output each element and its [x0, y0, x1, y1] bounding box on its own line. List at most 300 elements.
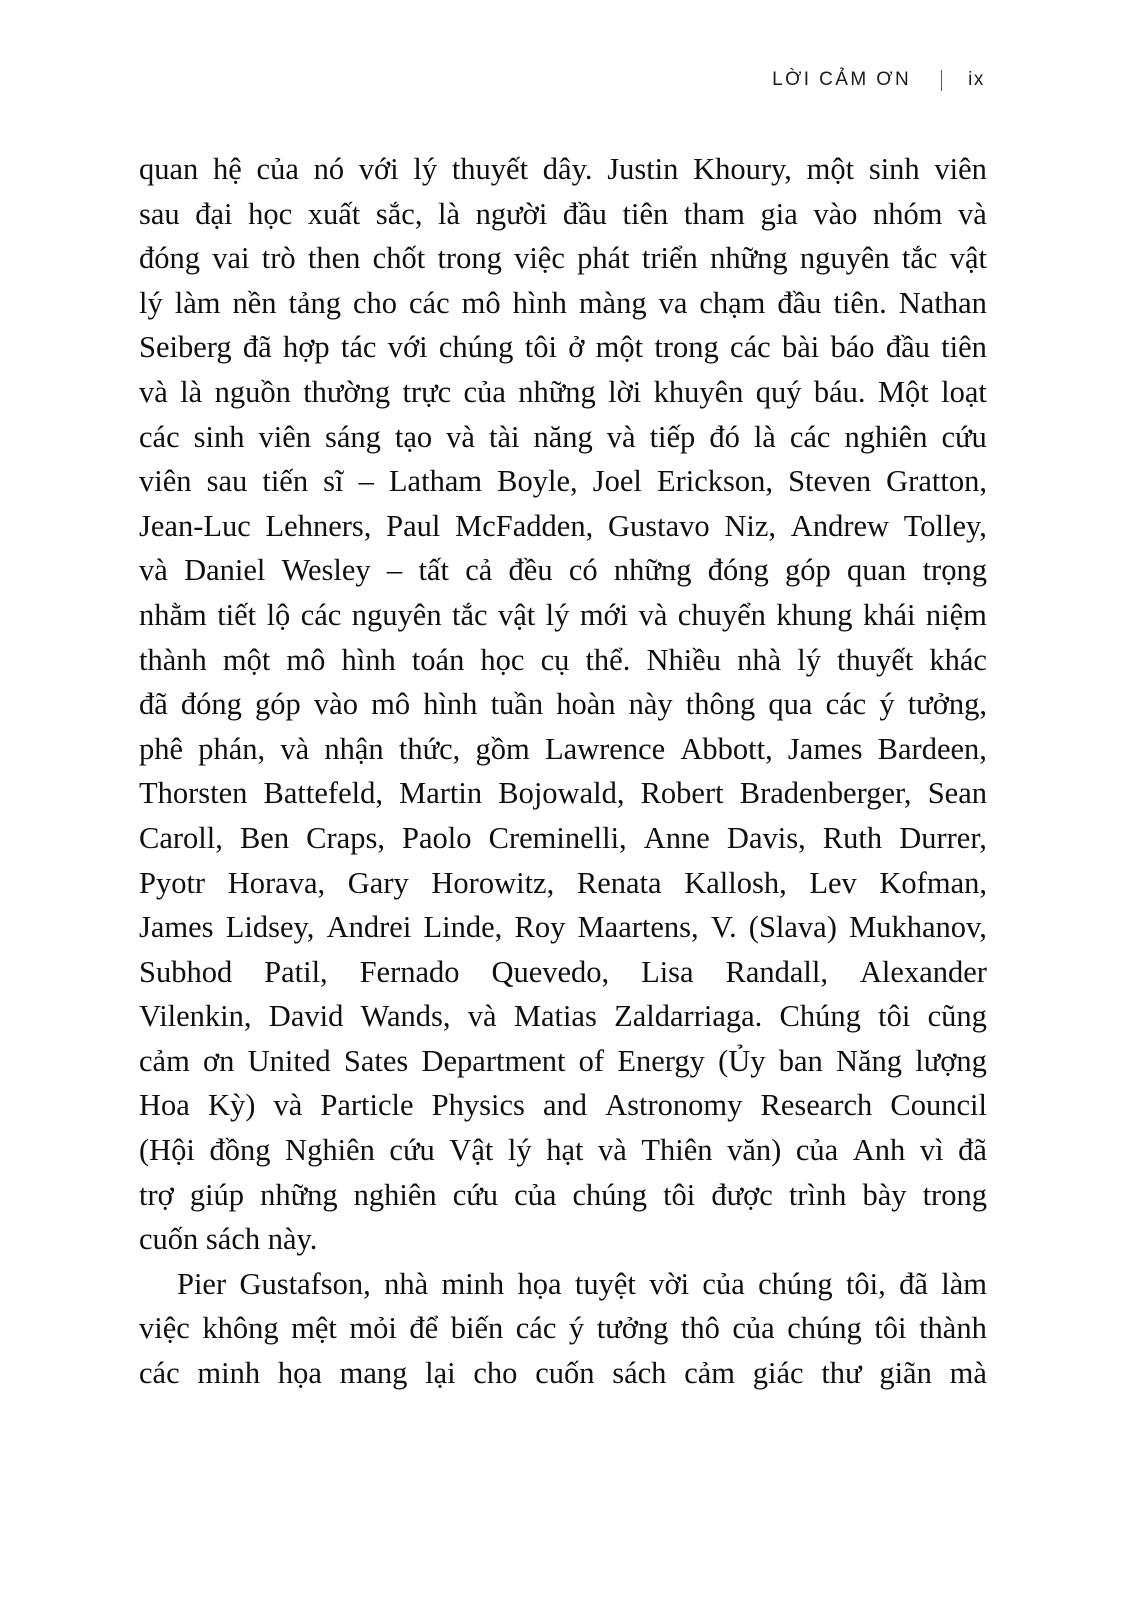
word: là: [753, 419, 776, 454]
word: cả: [465, 553, 493, 588]
word: V.: [710, 910, 737, 945]
word: của: [795, 1133, 839, 1168]
word: Lev: [809, 865, 857, 900]
word: Maartens,: [577, 910, 699, 945]
word: tiên.: [833, 285, 887, 320]
word: sau: [139, 196, 180, 231]
word: trong: [922, 1177, 987, 1212]
word: cho: [473, 1356, 518, 1391]
word: hệ: [213, 152, 242, 186]
word: thư: [821, 1356, 862, 1391]
word: Astronomy: [605, 1088, 743, 1123]
word: trọng: [922, 553, 987, 588]
word: Nhiều: [646, 642, 721, 677]
word: Justin: [607, 152, 679, 186]
word: và: [139, 553, 168, 588]
word: khuyên: [653, 374, 744, 409]
word: của: [463, 374, 506, 409]
running-head-title: LỜI CẢM ƠN: [772, 69, 912, 90]
word: chạm: [699, 285, 766, 320]
word: mới: [579, 597, 629, 632]
word: Kofman,: [879, 865, 987, 900]
word: lý: [413, 152, 438, 186]
word: vào: [813, 196, 858, 231]
word: cứu: [452, 1177, 499, 1212]
word: cứu: [941, 419, 987, 454]
text-line: [139, 509, 987, 554]
word: lý: [507, 1133, 532, 1168]
word: và: [638, 597, 668, 632]
word: tất: [418, 553, 449, 588]
word: sinh: [193, 419, 245, 454]
word: chúng: [787, 1311, 862, 1346]
word: cuốn: [535, 1356, 595, 1391]
word: sách: [612, 1356, 667, 1391]
text-line: [139, 286, 987, 331]
text-line: [139, 910, 987, 955]
text-line: [139, 1088, 987, 1133]
word: Lehners,: [265, 508, 372, 543]
word: Andrew: [790, 508, 890, 543]
word: Fernado: [359, 954, 460, 989]
word: Thorsten: [139, 776, 248, 811]
word: hạt: [546, 1133, 584, 1168]
word: họa: [517, 1266, 562, 1301]
word: tiên: [622, 196, 669, 231]
word: Pier: [177, 1266, 227, 1301]
word: minh: [441, 1266, 505, 1301]
word: các: [139, 419, 180, 454]
word: khái: [862, 597, 916, 632]
word: nhận: [324, 731, 384, 766]
word: nguồn: [214, 374, 291, 409]
word: tôi: [878, 999, 911, 1034]
word: Daniel: [184, 553, 266, 588]
word: thành: [139, 642, 207, 677]
text-line: [139, 1267, 987, 1312]
word: biến: [450, 1311, 504, 1346]
word: làm: [941, 1266, 987, 1301]
word: tiến: [262, 464, 309, 499]
word: vời: [649, 1266, 690, 1301]
word: để: [409, 1311, 439, 1346]
word: lý: [797, 642, 821, 677]
word: Paul: [386, 508, 441, 543]
word: tiết: [217, 597, 257, 632]
word: các: [789, 419, 831, 454]
word: Robert: [640, 776, 724, 811]
word: tiếp: [649, 419, 696, 454]
word: Bojowald,: [498, 776, 625, 811]
word: Boyle,: [497, 464, 578, 499]
word: có: [568, 553, 598, 588]
word: trong: [437, 241, 502, 276]
word: báu.: [813, 374, 866, 409]
word: đầu: [562, 196, 607, 231]
word: Bradenberger,: [739, 776, 912, 811]
word: của: [256, 152, 299, 186]
word: văn): [727, 1133, 782, 1168]
word: đầu: [885, 330, 930, 365]
word: này: [628, 687, 673, 722]
word: đồng: [209, 1133, 271, 1168]
word: Latham: [388, 464, 483, 499]
word: chốt: [372, 241, 426, 276]
word: Jean-Luc: [139, 508, 251, 543]
word: Roy: [514, 910, 566, 945]
word: triển: [641, 241, 698, 276]
word: sau: [206, 464, 248, 499]
word: thể.: [585, 642, 631, 677]
word: quý: [755, 374, 802, 409]
word: hình: [341, 642, 396, 677]
word: một: [222, 642, 271, 677]
word: Khoury,: [693, 152, 792, 186]
word: họa: [277, 1356, 322, 1391]
word: các: [409, 285, 450, 320]
word: làm: [174, 285, 221, 320]
word: các: [139, 1356, 180, 1391]
text-line: [139, 330, 987, 375]
word: các: [730, 330, 771, 365]
word: vào: [313, 687, 358, 722]
word: Renata: [576, 865, 662, 900]
word: tôi: [874, 1311, 907, 1346]
word: nghiên: [353, 1177, 437, 1212]
word: Alexander: [859, 954, 987, 989]
word: và: [446, 419, 475, 454]
word: ý: [568, 1311, 585, 1346]
word: nền: [232, 285, 277, 320]
word: hợp: [282, 330, 330, 365]
word: Energy: [617, 1043, 705, 1078]
paragraph: [139, 1267, 987, 1401]
word: trợ: [139, 1177, 174, 1212]
word: Wands,: [360, 999, 451, 1034]
word: nhà: [737, 642, 782, 677]
word: trò: [261, 241, 296, 276]
word: Seiberg: [139, 330, 232, 365]
body-text-block: [139, 152, 987, 1401]
word: của: [514, 1177, 557, 1212]
word: Paolo: [402, 820, 472, 855]
word: và: [280, 731, 310, 766]
word: học: [248, 196, 293, 231]
word: các: [300, 597, 342, 632]
word: sắc,: [375, 196, 423, 231]
word: việc: [139, 1311, 190, 1346]
word: Creminelli,: [488, 820, 627, 855]
word: Vilenkin,: [139, 999, 252, 1034]
word: nhà: [384, 1266, 429, 1301]
word: Andrei: [326, 910, 412, 945]
word: thô: [680, 1311, 720, 1346]
word: đều: [508, 553, 553, 588]
word: (Ủy: [718, 1043, 766, 1078]
text-line: [139, 643, 987, 688]
text-line: [139, 776, 987, 821]
word: và: [467, 999, 497, 1034]
text-line: [139, 955, 987, 1000]
word: Gary: [347, 865, 409, 900]
word: Chúng: [779, 999, 861, 1034]
running-head-separator: [941, 70, 942, 91]
word: cũng: [927, 999, 987, 1034]
word: lộ: [266, 597, 291, 632]
word: hoàn: [556, 687, 616, 722]
word: một: [806, 152, 855, 186]
word: thuyết: [837, 642, 914, 677]
paragraph: [139, 152, 987, 1267]
word: Subhod: [139, 954, 233, 989]
text-line: [139, 1311, 987, 1356]
word: tảng: [288, 285, 341, 320]
text-line: [139, 687, 987, 732]
word: giãn: [879, 1356, 932, 1391]
word: Council: [890, 1088, 987, 1123]
word: đã: [242, 330, 272, 365]
word: hình: [423, 687, 478, 722]
word: bài: [781, 330, 820, 365]
word: chúng: [438, 330, 514, 365]
word: chúng: [572, 1177, 648, 1212]
word: dây.: [542, 152, 593, 186]
word: Horava,: [227, 865, 326, 900]
word: United: [247, 1043, 331, 1078]
word: thường: [303, 374, 391, 409]
word: phát: [577, 241, 630, 276]
word: nó: [313, 152, 345, 186]
word: thành: [919, 1311, 987, 1346]
word: và: [139, 374, 168, 409]
word: giúp: [189, 1177, 245, 1212]
word: Durrer,: [899, 820, 987, 855]
word: nguyên: [351, 597, 442, 632]
word: nghiên: [844, 419, 928, 454]
word: cuốn sách này.: [139, 1222, 318, 1257]
word: đóng: [139, 241, 200, 276]
word: không: [202, 1311, 279, 1346]
word: lời: [608, 374, 642, 409]
word: niệm: [925, 597, 987, 632]
word: thuyết: [451, 152, 529, 186]
word: Thiên: [641, 1133, 713, 1168]
word: màng: [578, 285, 647, 320]
word: đã: [899, 1266, 928, 1301]
word: phê: [139, 731, 184, 766]
word: Quevedo,: [491, 954, 610, 989]
word: đã: [139, 687, 168, 722]
text-line: [139, 197, 987, 242]
word: người: [475, 196, 548, 231]
word: Kỳ): [207, 1088, 256, 1123]
word: vai: [212, 241, 250, 276]
word: được: [711, 1177, 773, 1212]
word: khung: [776, 597, 853, 632]
word: Vật: [449, 1133, 494, 1168]
word: đóng: [707, 553, 769, 588]
word: sĩ: [323, 464, 344, 499]
word: mô: [286, 642, 326, 677]
text-line: [139, 1222, 987, 1267]
word: Lisa: [641, 954, 694, 989]
word: Gratton,: [886, 464, 987, 499]
word: then: [307, 241, 361, 276]
text-line: [139, 241, 987, 286]
word: Randall,: [725, 954, 828, 989]
word: tuần: [490, 687, 544, 722]
text-line: [139, 152, 987, 197]
word: năng: [533, 419, 593, 454]
word: ở: [568, 330, 585, 365]
word: học: [480, 642, 525, 677]
word: tiên: [941, 330, 987, 365]
word: những: [710, 241, 788, 276]
word: Steven: [788, 464, 872, 499]
word: qua: [768, 687, 813, 722]
word: trực: [402, 374, 452, 409]
word: tôi: [663, 1177, 696, 1212]
word: tạo: [394, 419, 433, 454]
word: Gustafson,: [239, 1266, 371, 1301]
word: là: [180, 374, 203, 409]
word: phán,: [198, 731, 266, 766]
word: mô: [371, 687, 411, 722]
text-line: [139, 999, 987, 1044]
word: Patil,: [264, 954, 328, 989]
word: Năng: [835, 1043, 903, 1078]
running-head: [139, 63, 987, 97]
word: McFadden,: [455, 508, 594, 543]
word: James: [139, 910, 214, 945]
word: (Slava): [748, 910, 837, 945]
word: sáng: [324, 419, 381, 454]
word: gồm: [475, 731, 530, 766]
word: một: [595, 330, 644, 365]
word: Battefeld,: [263, 776, 383, 811]
word: sinh: [868, 152, 920, 186]
word: (Hội: [139, 1133, 195, 1168]
word: và: [606, 419, 636, 454]
word: Hoa: [139, 1088, 190, 1123]
word: Department: [421, 1043, 566, 1078]
word: Tolley,: [903, 508, 987, 543]
word: đó: [709, 419, 740, 454]
text-line: [139, 553, 987, 598]
text-line: [139, 1044, 987, 1089]
word: Zaldarriaga.: [614, 999, 763, 1034]
word: tưởng,: [907, 687, 987, 722]
word: Gustavo: [607, 508, 710, 543]
text-line: [139, 732, 987, 777]
text-line: [139, 821, 987, 866]
word: Lawrence: [544, 731, 666, 766]
word: lại: [425, 1356, 456, 1391]
word: Craps,: [306, 820, 385, 855]
word: Linde,: [423, 910, 503, 945]
word: lý: [139, 285, 163, 320]
word: –: [358, 464, 374, 499]
text-line: [139, 866, 987, 911]
word: những: [260, 1177, 338, 1212]
word: đóng: [180, 687, 242, 722]
word: of: [578, 1043, 605, 1078]
word: and: [542, 1088, 588, 1123]
word: những: [518, 374, 596, 409]
word: Nathan: [898, 285, 987, 320]
word: khác: [929, 642, 987, 677]
word: của: [732, 1311, 775, 1346]
word: hình: [512, 285, 567, 320]
word: Kallosh,: [684, 865, 787, 900]
word: cụ: [540, 642, 570, 677]
page-number: ix: [968, 69, 985, 90]
word: các: [825, 687, 867, 722]
word: các: [515, 1311, 557, 1346]
word: Bardeen,: [877, 731, 987, 766]
text-line: [139, 598, 987, 643]
word: thông: [685, 687, 756, 722]
word: Erickson,: [656, 464, 773, 499]
word: tham: [683, 196, 745, 231]
word: đã: [958, 1133, 987, 1168]
word: Caroll,: [139, 820, 223, 855]
word: Lidsey,: [225, 910, 315, 945]
word: mỏi: [349, 1311, 397, 1346]
word: tôi: [524, 330, 557, 365]
word: đại: [195, 196, 233, 231]
word: loạt: [941, 374, 987, 409]
word: tôi,: [845, 1266, 886, 1301]
word: chuyển: [677, 597, 766, 632]
word: tưởng: [596, 1311, 669, 1346]
word: mang: [339, 1356, 408, 1391]
word: Mukhanov,: [849, 910, 987, 945]
word: mệt: [291, 1311, 337, 1346]
word: cảm: [139, 1043, 190, 1078]
text-line: [139, 420, 987, 465]
word: và: [273, 1088, 303, 1123]
word: minh: [197, 1356, 261, 1391]
word: xuất: [307, 196, 361, 231]
word: mô: [461, 285, 501, 320]
word: vật: [497, 597, 536, 632]
word: mà: [949, 1356, 987, 1391]
word: Abbott,: [680, 731, 773, 766]
word: –: [386, 553, 403, 588]
word: góp: [784, 553, 831, 588]
word: Ruth: [822, 820, 883, 855]
word: quan: [847, 553, 907, 588]
word: Physics: [431, 1088, 525, 1123]
word: toán: [411, 642, 465, 677]
word: vì: [919, 1133, 944, 1168]
text-line: [139, 464, 987, 509]
word: Martin: [399, 776, 483, 811]
word: Pyotr: [139, 865, 206, 900]
word: những: [613, 553, 692, 588]
word: đầu: [777, 285, 822, 320]
word: va: [658, 285, 688, 320]
word: Anh: [852, 1133, 906, 1168]
word: thức,: [398, 731, 461, 766]
word: cho: [352, 285, 398, 320]
word: James: [787, 731, 863, 766]
word: Một: [877, 374, 929, 409]
word: và: [598, 1133, 627, 1168]
word: vật: [949, 241, 987, 276]
word: cảm: [684, 1356, 735, 1391]
